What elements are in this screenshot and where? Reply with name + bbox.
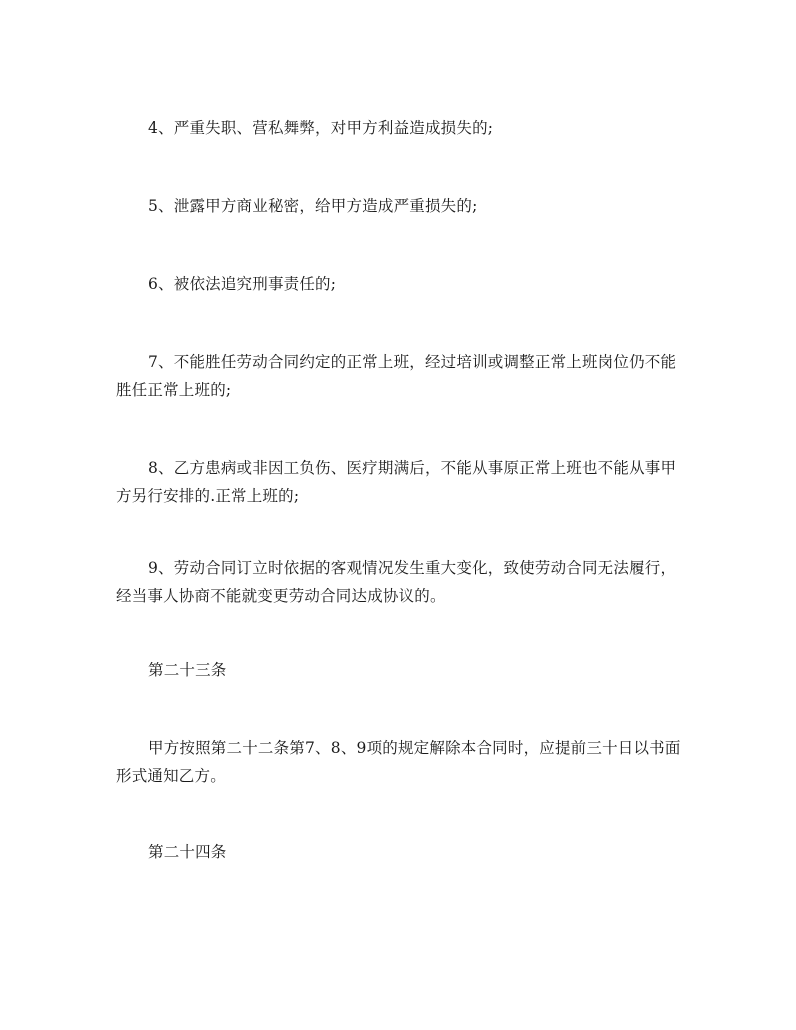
article-23-heading: 第二十三条 [148,661,227,679]
clause-item-7: 7、不能胜任劳动合同约定的正常上班，经过培训或调整正常上班岗位仍不能胜任正常上班的; [116,353,677,399]
clause-item-9: 9、劳动合同订立时依据的客观情况发生重大变化，致使劳动合同无法履行，经当事人协商不能就变更劳动合同达成协议的。 [116,559,677,605]
clause-item-4: 4、严重失职、营私舞弊，对甲方利益造成损失的; [148,119,494,137]
clause-item-5: 5、泄露甲方商业秘密，给甲方造成严重损失的; [148,197,478,215]
clause-item-6: 6、被依法追究刑事责任的; [148,275,337,293]
article-23-body: 甲方按照第二十二条第7、8、9项的规定解除本合同时，应提前三十日以书面形式通知乙方。 [116,739,681,785]
clause-item-8: 8、乙方患病或非因工负伤、医疗期满后，不能从事原正常上班也不能从事甲方另行安排的.正常上班的; [116,459,677,505]
article-24-heading: 第二十四条 [148,843,227,861]
